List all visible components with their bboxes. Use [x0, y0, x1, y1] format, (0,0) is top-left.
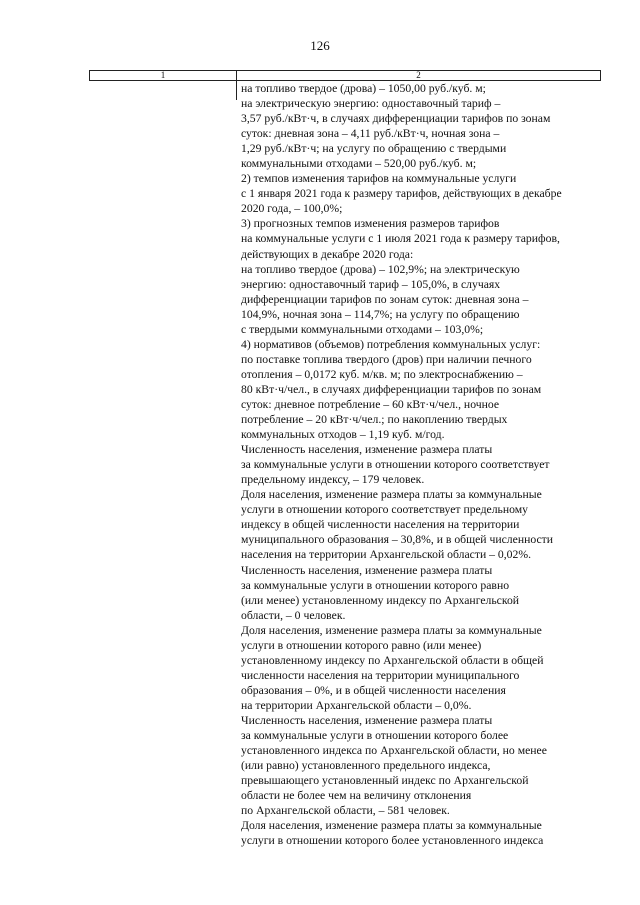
text-line: Численность населения, изменение размера платы — [241, 443, 493, 457]
text-line: услуги в отношении которого соответствует предельному — [241, 503, 528, 517]
text-line: услуги в отношении которого равно (или менее) — [241, 638, 482, 652]
text-line: по поставке топлива твердого (дров) при наличии печного — [241, 352, 532, 366]
text-line: 2) темпов изменения тарифов на коммунальные услуги — [241, 172, 517, 186]
text-line: индексу в общей численности населения на территории — [241, 518, 520, 532]
text-line: области не более чем на величину отклонения — [241, 789, 472, 803]
text-line: коммунальных отходов – 1,19 куб. м/год. — [241, 428, 445, 442]
text-line: 4) нормативов (объемов) потребления коммунальных услуг: — [241, 337, 541, 351]
text-line: 3,57 руб./кВт·ч, в случаях дифференциации тарифов по зонам — [241, 112, 551, 126]
table-header-col-1: 1 — [90, 71, 237, 80]
table-header — [89, 70, 601, 81]
text-line: области, – 0 человек. — [241, 608, 346, 622]
text-line: муниципального образования – 30,8%, и в общей численности — [241, 533, 554, 547]
text-line: дифференциации тарифов по зонам суток: дневная зона – — [241, 292, 529, 306]
text-line: (или равно) установленного предельного индекса, — [241, 759, 491, 773]
text-line: численности населения на территории муниципального — [241, 668, 520, 682]
text-line: 2020 года, – 100,0%; — [241, 202, 343, 216]
text-line: установленному индексу по Архангельской области в общей — [241, 653, 544, 667]
text-line: с 1 января 2021 года к размеру тарифов, действующих в декабре — [241, 187, 562, 201]
text-line: потребление – 20 кВт·ч/чел.; по накоплению твердых — [241, 413, 508, 427]
text-line: Численность населения, изменение размера платы — [241, 713, 493, 727]
text-line: услуги в отношении которого более установленного индекса — [241, 834, 544, 848]
text-line: суток: дневная зона – 4,11 руб./кВт·ч, ночная зона – — [241, 127, 500, 141]
text-line: энергию: одноставочный тариф – 105,0%, в случаях — [241, 277, 501, 291]
text-line: населения на территории Архангельской области – 0,02%. — [241, 548, 532, 562]
text-line: образования – 0%, и в общей численности населения — [241, 683, 506, 697]
text-line: Доля населения, изменение размера платы за коммунальные — [241, 819, 542, 833]
text-line: 1,29 руб./кВт·ч; на услугу по обращению с твердыми — [241, 142, 507, 156]
text-line: на электрическую энергию: одноставочный тариф – — [241, 97, 501, 111]
text-line: 80 кВт·ч/чел., в случаях дифференциации тарифов по зонам — [241, 382, 542, 396]
text-line: Доля населения, изменение размера платы за коммунальные — [241, 488, 542, 502]
text-line: коммунальными отходами – 520,00 руб./куб. м; — [241, 157, 477, 171]
text-line: Доля населения, изменение размера платы за коммунальные — [241, 623, 542, 637]
text-line: (или менее) установленному индексу по Архангельской — [241, 593, 520, 607]
text-line: предельному индексу, – 179 человек. — [241, 473, 425, 487]
text-line: 104,9%, ночная зона – 114,7%; на услугу по обращению — [241, 307, 520, 321]
text-line: на топливо твердое (дрова) – 102,9%; на электрическую — [241, 262, 520, 276]
text-line: 3) прогнозных темпов изменения размеров тарифов — [241, 217, 500, 231]
text-line: отопления – 0,0172 куб. м/кв. м; по электроснабжению – — [241, 367, 523, 381]
text-line: действующих в декабре 2020 года: — [241, 247, 414, 261]
text-line: на коммунальные услуги с 1 июля 2021 года к размеру тарифов, — [241, 232, 560, 246]
text-line: превышающего установленный индекс по Архангельской — [241, 774, 529, 788]
text-line: по Архангельской области, – 581 человек. — [241, 804, 450, 818]
text-line: на территории Архангельской области – 0,0%. — [241, 698, 472, 712]
text-line: за коммунальные услуги в отношении которого более — [241, 729, 509, 743]
text-line: за коммунальные услуги в отношении которого соответствует — [241, 458, 550, 472]
column-divider — [236, 80, 237, 100]
text-line: Численность населения, изменение размера платы — [241, 563, 493, 577]
text-line: с твердыми коммунальными отходами – 103,0%; — [241, 322, 484, 336]
text-line: за коммунальные услуги в отношении которого равно — [241, 578, 510, 592]
text-line: суток: дневное потребление – 60 кВт·ч/чел., ночное — [241, 397, 500, 411]
text-line: на топливо твердое (дрова) – 1050,00 руб./куб. м; — [241, 82, 486, 95]
text-line: установленного индекса по Архангельской области, но менее — [241, 744, 547, 758]
table-header-col-2: 2 — [416, 70, 421, 80]
page-number: 126 — [310, 38, 330, 53]
document-text — [241, 81, 597, 848]
